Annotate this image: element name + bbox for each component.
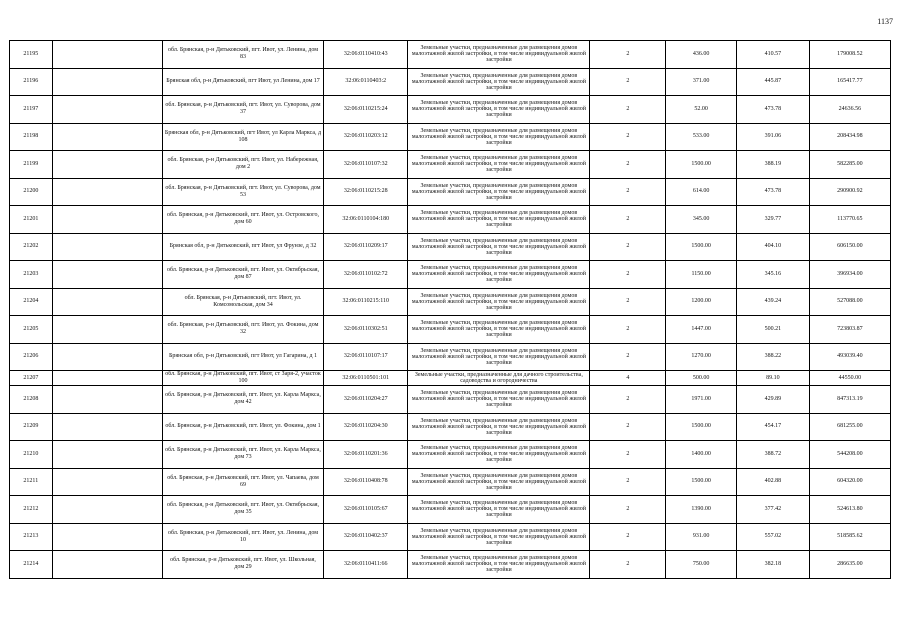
cadastral-number-cell: 32:06:0110107:32	[324, 151, 408, 179]
land-use-cell: Земельные участки, предназначенные для размещения домов малоэтажной жилой застройки, в том числе индивидуальной жилой застройки	[408, 441, 590, 469]
cadastral-number-cell: 32:06:0110102:72	[324, 261, 408, 289]
area-cell: 1400.00	[666, 441, 737, 469]
area-cell: 371.00	[666, 68, 737, 96]
cadastral-value-cell: 723803.87	[809, 316, 890, 344]
specific-value-cell: 388.22	[737, 343, 810, 371]
table-row	[10, 41, 891, 69]
table-row	[10, 551, 891, 579]
empty-cell	[52, 468, 162, 496]
row-number: 21203	[10, 261, 53, 289]
address-cell: Брянская обл, р-н Дятьковский, пгт Ивот, ул Карла Маркса, д 108	[162, 123, 323, 151]
address-cell: обл. Брянская, р-н Дятьковский, пгт. Ивот, ул. Фокина, дом 32	[162, 316, 323, 344]
table-row	[10, 68, 891, 96]
row-number: 21204	[10, 288, 53, 316]
row-number: 21212	[10, 496, 53, 524]
table-row	[10, 343, 891, 371]
empty-cell	[52, 551, 162, 579]
row-number: 21205	[10, 316, 53, 344]
address-cell: Брянская обл, р-н Дятьковский, пгт Ивот, ул Ленина, дом 17	[162, 68, 323, 96]
land-use-cell: Земельные участки, предназначенные для размещения домов малоэтажной жилой застройки, в том числе индивидуальной жилой застройки	[408, 123, 590, 151]
land-use-cell: Земельные участки, предназначенные для размещения домов малоэтажной жилой застройки, в том числе индивидуальной жилой застройки	[408, 288, 590, 316]
area-cell: 1971.00	[666, 386, 737, 414]
page-number: 1137	[877, 17, 893, 26]
row-number: 21199	[10, 151, 53, 179]
table-body	[10, 41, 891, 579]
specific-value-cell: 388.19	[737, 151, 810, 179]
land-use-cell: Земельные участки, предназначенные для размещения домов малоэтажной жилой застройки, в том числе индивидуальной жилой застройки	[408, 343, 590, 371]
row-number: 21206	[10, 343, 53, 371]
land-use-cell: Земельные участки, предназначенные для размещения домов малоэтажной жилой застройки, в том числе индивидуальной жилой застройки	[408, 413, 590, 441]
area-cell: 1500.00	[666, 233, 737, 261]
cadastral-value-cell: 847313.19	[809, 386, 890, 414]
area-cell: 500.00	[666, 371, 737, 386]
table-row	[10, 468, 891, 496]
row-number: 21200	[10, 178, 53, 206]
cadastral-number-cell: 32:06:0110402:37	[324, 523, 408, 551]
empty-cell	[52, 96, 162, 124]
specific-value-cell: 557.02	[737, 523, 810, 551]
row-number: 21213	[10, 523, 53, 551]
land-use-cell: Земельные участки, предназначенные для размещения домов малоэтажной жилой застройки, в том числе индивидуальной жилой застройки	[408, 316, 590, 344]
land-use-cell: Земельные участки, предназначенные для размещения домов малоэтажной жилой застройки, в том числе индивидуальной жилой застройки	[408, 386, 590, 414]
land-use-cell: Земельные участки, предназначенные для размещения домов малоэтажной жилой застройки, в том числе индивидуальной жилой застройки	[408, 151, 590, 179]
cadastral-value-cell: 24636.56	[809, 96, 890, 124]
address-cell: обл. Брянская, р-н Дятьковский, пгт. Ивот, ул. Комсомольская, дом 34	[162, 288, 323, 316]
address-cell: обл. Брянская, р-н Дятьковский, пгт. Ивот, ул. Ленина, дом 83	[162, 41, 323, 69]
area-cell: 1500.00	[666, 468, 737, 496]
cadastral-value-cell: 582285.00	[809, 151, 890, 179]
area-cell: 1150.00	[666, 261, 737, 289]
area-cell: 345.00	[666, 206, 737, 234]
land-use-cell: Земельные участки, предназначенные для размещения домов малоэтажной жилой застройки, в том числе индивидуальной жилой застройки	[408, 206, 590, 234]
address-cell: обл. Брянская, р-н Дятьковский, пгт. Ивот, ул. Школьная, дом 29	[162, 551, 323, 579]
empty-cell	[52, 261, 162, 289]
land-use-cell: Земельные участки, предназначенные для размещения домов малоэтажной жилой застройки, в том числе индивидуальной жилой застройки	[408, 523, 590, 551]
cadastral-number-cell: 32:06:0110411:66	[324, 551, 408, 579]
row-number: 21201	[10, 206, 53, 234]
land-registry-table	[9, 40, 891, 579]
category-cell: 2	[590, 496, 666, 524]
row-number: 21208	[10, 386, 53, 414]
empty-cell	[52, 413, 162, 441]
category-cell: 2	[590, 123, 666, 151]
empty-cell	[52, 316, 162, 344]
specific-value-cell: 404.10	[737, 233, 810, 261]
specific-value-cell: 388.72	[737, 441, 810, 469]
cadastral-value-cell: 681255.00	[809, 413, 890, 441]
table-row	[10, 386, 891, 414]
row-number: 21198	[10, 123, 53, 151]
cadastral-value-cell: 44550.00	[809, 371, 890, 386]
category-cell: 2	[590, 206, 666, 234]
area-cell: 750.00	[666, 551, 737, 579]
empty-cell	[52, 151, 162, 179]
table-row	[10, 206, 891, 234]
land-use-cell: Земельные участки, предназначенные для дачного строительства, садоводства и огородничества	[408, 371, 590, 386]
cadastral-number-cell: 32:06:0110204:30	[324, 413, 408, 441]
address-cell: обл. Брянская, р-н Дятьковский, пгт. Ивот, ул. Карла Маркса, дом 73	[162, 441, 323, 469]
table-row	[10, 496, 891, 524]
category-cell: 2	[590, 68, 666, 96]
row-number: 21209	[10, 413, 53, 441]
cadastral-value-cell: 604320.00	[809, 468, 890, 496]
specific-value-cell: 439.24	[737, 288, 810, 316]
cadastral-number-cell: 32:06:0110215:110	[324, 288, 408, 316]
category-cell: 2	[590, 441, 666, 469]
area-cell: 931.00	[666, 523, 737, 551]
empty-cell	[52, 386, 162, 414]
empty-cell	[52, 41, 162, 69]
category-cell: 2	[590, 151, 666, 179]
land-use-cell: Земельные участки, предназначенные для размещения домов малоэтажной жилой застройки, в том числе индивидуальной жилой застройки	[408, 468, 590, 496]
table-row	[10, 96, 891, 124]
cadastral-number-cell: 32:06:0110403:2	[324, 68, 408, 96]
cadastral-value-cell: 527088.00	[809, 288, 890, 316]
cadastral-value-cell: 113770.65	[809, 206, 890, 234]
table-row	[10, 316, 891, 344]
cadastral-value-cell: 290900.92	[809, 178, 890, 206]
land-use-cell: Земельные участки, предназначенные для размещения домов малоэтажной жилой застройки, в том числе индивидуальной жилой застройки	[408, 178, 590, 206]
table-row	[10, 413, 891, 441]
specific-value-cell: 382.18	[737, 551, 810, 579]
table-row	[10, 261, 891, 289]
table-row	[10, 288, 891, 316]
cadastral-number-cell: 32:06:0110215:24	[324, 96, 408, 124]
cadastral-value-cell: 208434.98	[809, 123, 890, 151]
address-cell: обл. Брянская, р-н Дятьковский, пгт. Ивот, ст Заря-2, участок 100	[162, 371, 323, 386]
land-use-cell: Земельные участки, предназначенные для размещения домов малоэтажной жилой застройки, в том числе индивидуальной жилой застройки	[408, 496, 590, 524]
specific-value-cell: 429.89	[737, 386, 810, 414]
cadastral-number-cell: 32:06:0110104:180	[324, 206, 408, 234]
empty-cell	[52, 343, 162, 371]
address-cell: обл. Брянская, р-н Дятьковский, пгт. Ивот, ул. Набережная, дом 2	[162, 151, 323, 179]
table-row	[10, 178, 891, 206]
category-cell: 2	[590, 261, 666, 289]
cadastral-value-cell: 286635.00	[809, 551, 890, 579]
category-cell: 2	[590, 41, 666, 69]
cadastral-number-cell: 32:06:0110209:17	[324, 233, 408, 261]
address-cell: обл. Брянская, р-н Дятьковский, пгт. Ивот, ул. Карла Маркса, дом 42	[162, 386, 323, 414]
table-row	[10, 233, 891, 261]
address-cell: обл. Брянская, р-н Дятьковский, пгт. Ивот, ул. Фокина, дом 1	[162, 413, 323, 441]
category-cell: 2	[590, 316, 666, 344]
cadastral-value-cell: 179008.52	[809, 41, 890, 69]
specific-value-cell: 445.87	[737, 68, 810, 96]
category-cell: 4	[590, 371, 666, 386]
table-row	[10, 123, 891, 151]
land-use-cell: Земельные участки, предназначенные для размещения домов малоэтажной жилой застройки, в том числе индивидуальной жилой застройки	[408, 551, 590, 579]
category-cell: 2	[590, 551, 666, 579]
cadastral-value-cell: 544208.00	[809, 441, 890, 469]
specific-value-cell: 473.78	[737, 96, 810, 124]
table-row	[10, 371, 891, 386]
row-number: 21207	[10, 371, 53, 386]
specific-value-cell: 500.21	[737, 316, 810, 344]
address-cell: обл. Брянская, р-н Дятьковский, пгт. Ивот, ул. Суворова, дом 37	[162, 96, 323, 124]
area-cell: 1500.00	[666, 413, 737, 441]
address-cell: Брянская обл, р-н Дятьковский, пгт Ивот, ул Фрунзе, д 32	[162, 233, 323, 261]
cadastral-number-cell: 32:06:0110204:27	[324, 386, 408, 414]
row-number: 21214	[10, 551, 53, 579]
cadastral-number-cell: 32:06:0110501:101	[324, 371, 408, 386]
specific-value-cell: 473.78	[737, 178, 810, 206]
cadastral-number-cell: 32:06:0110410:43	[324, 41, 408, 69]
specific-value-cell: 454.17	[737, 413, 810, 441]
address-cell: обл. Брянская, р-н Дятьковский, пгт. Ивот, ул. Октябрьская, дом 35	[162, 496, 323, 524]
table-row	[10, 441, 891, 469]
address-cell: обл. Брянская, р-н Дятьковский, пгт. Ивот, ул. Суворова, дом 53	[162, 178, 323, 206]
address-cell: обл. Брянская, р-н Дятьковский, пгт. Ивот, ул. Островского, дом 60	[162, 206, 323, 234]
area-cell: 436.00	[666, 41, 737, 69]
specific-value-cell: 391.06	[737, 123, 810, 151]
empty-cell	[52, 441, 162, 469]
address-cell: обл. Брянская, р-н Дятьковский, пгт. Ивот, ул. Октябрьская, дом 87	[162, 261, 323, 289]
land-use-cell: Земельные участки, предназначенные для размещения домов малоэтажной жилой застройки, в том числе индивидуальной жилой застройки	[408, 233, 590, 261]
row-number: 21211	[10, 468, 53, 496]
empty-cell	[52, 371, 162, 386]
specific-value-cell: 329.77	[737, 206, 810, 234]
area-cell: 1390.00	[666, 496, 737, 524]
empty-cell	[52, 523, 162, 551]
land-use-cell: Земельные участки, предназначенные для размещения домов малоэтажной жилой застройки, в том числе индивидуальной жилой застройки	[408, 68, 590, 96]
empty-cell	[52, 288, 162, 316]
area-cell: 614.00	[666, 178, 737, 206]
table-row	[10, 523, 891, 551]
row-number: 21196	[10, 68, 53, 96]
empty-cell	[52, 123, 162, 151]
category-cell: 2	[590, 386, 666, 414]
cadastral-number-cell: 32:06:0110215:28	[324, 178, 408, 206]
category-cell: 2	[590, 178, 666, 206]
empty-cell	[52, 206, 162, 234]
area-cell: 1270.00	[666, 343, 737, 371]
land-use-cell: Земельные участки, предназначенные для размещения домов малоэтажной жилой застройки, в том числе индивидуальной жилой застройки	[408, 261, 590, 289]
address-cell: обл. Брянская, р-н Дятьковский, пгт. Ивот, ул. Ленина, дом 10	[162, 523, 323, 551]
row-number: 21210	[10, 441, 53, 469]
land-use-cell: Земельные участки, предназначенные для размещения домов малоэтажной жилой застройки, в том числе индивидуальной жилой застройки	[408, 96, 590, 124]
cadastral-number-cell: 32:06:0110408:78	[324, 468, 408, 496]
specific-value-cell: 345.16	[737, 261, 810, 289]
cadastral-value-cell: 518585.62	[809, 523, 890, 551]
area-cell: 533.00	[666, 123, 737, 151]
category-cell: 2	[590, 523, 666, 551]
area-cell: 52.00	[666, 96, 737, 124]
empty-cell	[52, 233, 162, 261]
category-cell: 2	[590, 233, 666, 261]
cadastral-value-cell: 524613.80	[809, 496, 890, 524]
category-cell: 2	[590, 288, 666, 316]
address-cell: Брянская обл, р-н Дятьковский, пгт Ивот, ул Гагарина, д 1	[162, 343, 323, 371]
category-cell: 2	[590, 468, 666, 496]
empty-cell	[52, 496, 162, 524]
cadastral-value-cell: 606150.00	[809, 233, 890, 261]
land-use-cell: Земельные участки, предназначенные для размещения домов малоэтажной жилой застройки, в том числе индивидуальной жилой застройки	[408, 41, 590, 69]
cadastral-number-cell: 32:06:0110105:67	[324, 496, 408, 524]
cadastral-value-cell: 493039.40	[809, 343, 890, 371]
area-cell: 1500.00	[666, 151, 737, 179]
specific-value-cell: 377.42	[737, 496, 810, 524]
cadastral-number-cell: 32:06:0110201:36	[324, 441, 408, 469]
row-number: 21195	[10, 41, 53, 69]
row-number: 21197	[10, 96, 53, 124]
cadastral-value-cell: 396934.00	[809, 261, 890, 289]
table-row	[10, 151, 891, 179]
cadastral-value-cell: 165417.77	[809, 68, 890, 96]
category-cell: 2	[590, 413, 666, 441]
empty-cell	[52, 178, 162, 206]
category-cell: 2	[590, 96, 666, 124]
area-cell: 1200.00	[666, 288, 737, 316]
cadastral-number-cell: 32:06:0110107:17	[324, 343, 408, 371]
area-cell: 1447.00	[666, 316, 737, 344]
specific-value-cell: 89.10	[737, 371, 810, 386]
cadastral-number-cell: 32:06:0110203:12	[324, 123, 408, 151]
specific-value-cell: 410.57	[737, 41, 810, 69]
cadastral-number-cell: 32:06:0110302:51	[324, 316, 408, 344]
category-cell: 2	[590, 343, 666, 371]
empty-cell	[52, 68, 162, 96]
address-cell: обл. Брянская, р-н Дятьковский, пгт. Ивот, ул. Чапаева, дом 69	[162, 468, 323, 496]
specific-value-cell: 402.88	[737, 468, 810, 496]
row-number: 21202	[10, 233, 53, 261]
